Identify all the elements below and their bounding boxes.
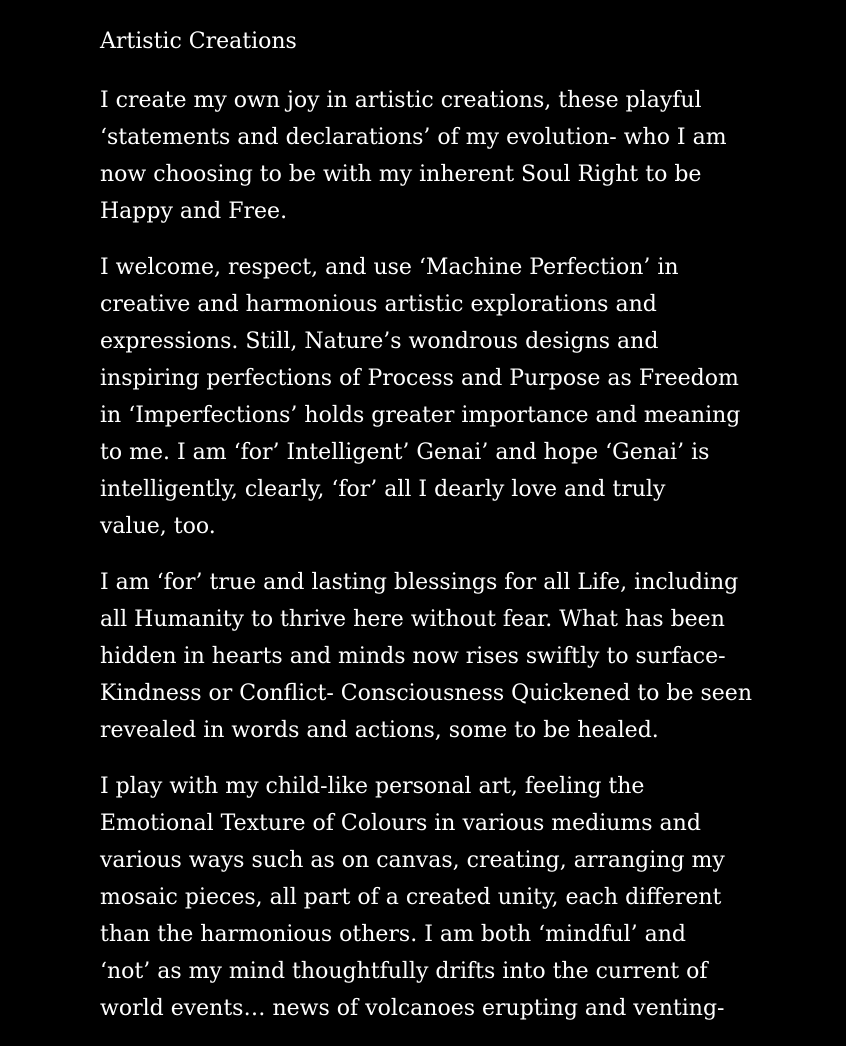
paragraph-1: [100, 82, 760, 230]
text-line: now choosing to be with my inherent Soul Right to be: [100, 162, 702, 187]
text-line: all Humanity to thrive here without fear. What has been: [100, 607, 725, 632]
text-line: inspiring perfections of Process and Purpose as Freedom: [100, 366, 739, 391]
text-line: ‘statements and declarations’ of my evolution- who I am: [100, 125, 727, 150]
text-line: I create my own joy in artistic creations, these playful: [100, 88, 702, 113]
text-line: various ways such as on canvas, creating, arranging my: [100, 848, 725, 873]
text-line: Emotional Texture of Colours in various mediums and: [100, 811, 701, 836]
text-line: hidden in hearts and minds now rises swiftly to surface-: [100, 644, 726, 669]
text-line: expressions. Still, Nature’s wondrous designs and: [100, 329, 659, 354]
text-line: Happy and Free.: [100, 199, 288, 224]
paragraph-3: [100, 564, 760, 749]
text-line: to me. I am ‘for’ Intelligent’ Genai’ and hope ‘Genai’ is: [100, 440, 710, 465]
document-page: [100, 26, 760, 1046]
document-title: Artistic Creations: [100, 29, 297, 54]
text-line: world events… news of volcanoes erupting and venting-: [100, 996, 725, 1021]
paragraph-2: [100, 249, 760, 545]
text-line: value, too.: [100, 514, 216, 539]
text-line: in ‘Imperfections’ holds greater importance and meaning: [100, 403, 741, 428]
text-line: creative and harmonious artistic explorations and: [100, 292, 657, 317]
text-line: Kindness or Conflict- Consciousness Quickened to be seen: [100, 681, 752, 706]
text-line: than the harmonious others. I am both ‘mindful’ and: [100, 922, 687, 947]
text-line: I play with my child-like personal art, feeling the: [100, 774, 645, 799]
text-line: I am ‘for’ true and lasting blessings for all Life, including: [100, 570, 739, 595]
text-line: mosaic pieces, all part of a created unity, each different: [100, 885, 722, 910]
text-line: ‘not’ as my mind thoughtfully drifts into the current of: [100, 959, 708, 984]
paragraph-4: [100, 768, 760, 1027]
text-line: I welcome, respect, and use ‘Machine Perfection’ in: [100, 255, 679, 280]
text-line: revealed in words and actions, some to be healed.: [100, 718, 659, 743]
text-line: intelligently, clearly, ‘for’ all I dearly love and truly: [100, 477, 666, 502]
